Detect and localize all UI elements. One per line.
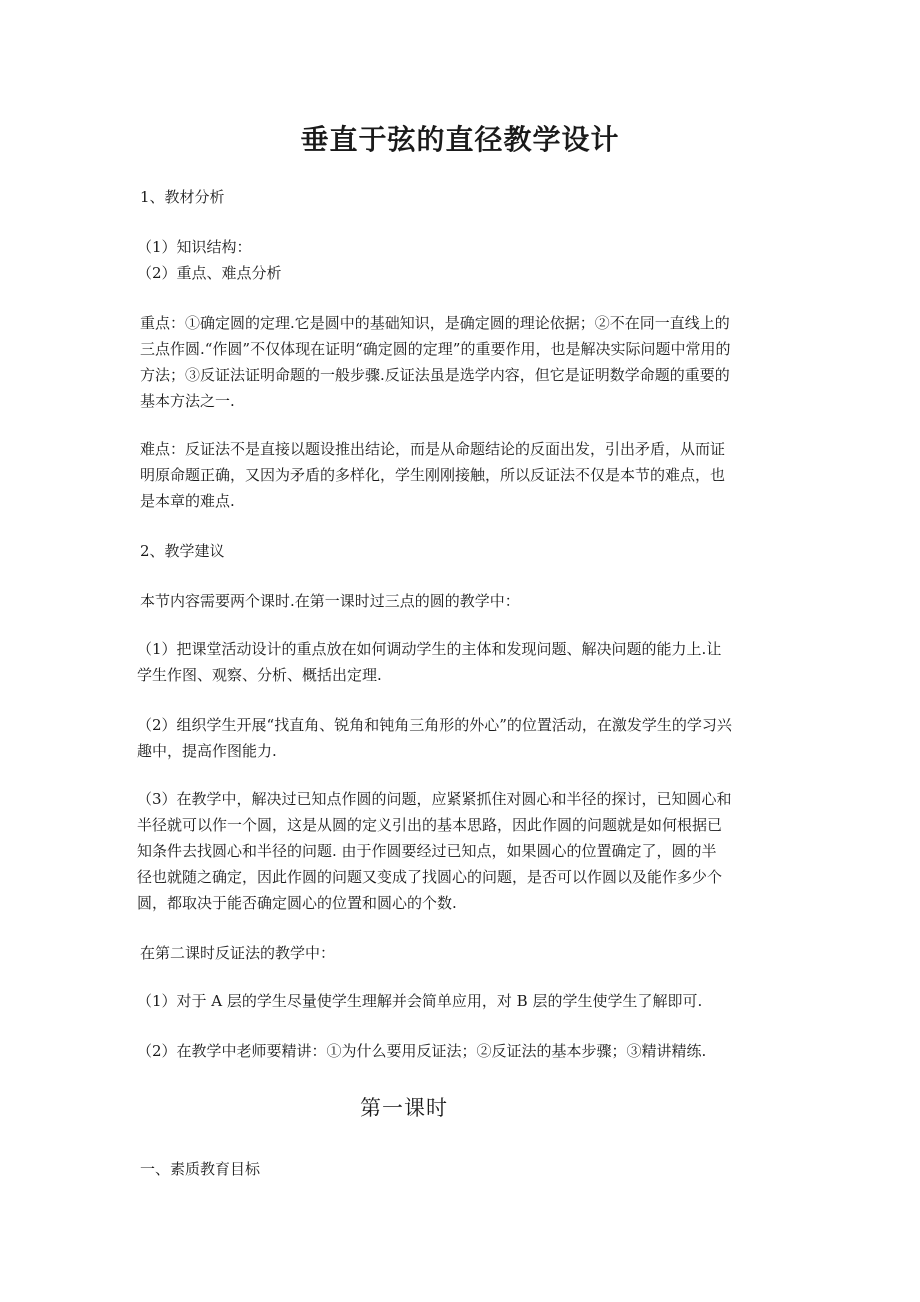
paragraph-line: 圆，都取决于能否确定圆心的位置和圆心的个数.	[137, 894, 457, 912]
lesson-heading: 第一课时	[360, 1096, 448, 1120]
paragraph-line: 重点：①确定圆的定理.它是圆中的基础知识，是确定圆的理论依据；②不在同一直线上的	[140, 314, 730, 332]
difficulty-paragraph	[140, 436, 780, 514]
paragraph-line: 方法；③反证法证明命题的一般步骤.反证法虽是选学内容，但它是证明数学命题的重要的	[140, 366, 730, 384]
suggestion-2	[137, 712, 777, 764]
paragraph-line: 径也就随之确定，因此作圆的问题又变成了找圆心的问题，是否可以作圆以及能作多少个	[137, 868, 723, 886]
paragraph-line: 知条件去找圆心和半径的问题. 由于作圆要经过已知点，如果圆心的位置确定了，圆的半	[137, 842, 717, 860]
section-heading-textbook-analysis: 1、教材分析	[140, 188, 225, 206]
paragraph-line: 三点作圆.“作圆”不仅体现在证明“确定圆的定理”的重要作用，也是解决实际问题中常用的	[140, 340, 731, 358]
intro-first-lesson: 本节内容需要两个课时.在第一课时过三点的圆的教学中：	[140, 592, 520, 610]
intro-second-lesson: 在第二课时反证法的教学中：	[140, 944, 336, 962]
paragraph-line: （1）把课堂活动设计的重点放在如何调动学生的主体和发现问题、解决问题的能力上.让	[137, 640, 722, 658]
suggestion-1	[137, 636, 777, 688]
paragraph-line: 学生作图、观察、分析、概括出定理.	[137, 666, 382, 684]
paragraph-line: 是本章的难点.	[140, 492, 235, 510]
item-keypoints-analysis: （2）重点、难点分析	[137, 264, 282, 282]
paragraph-line: 趣中，提高作图能力.	[137, 742, 277, 760]
paragraph-line: （2）组织学生开展“找直角、锐角和钝角三角形的外心”的位置活动，在激发学生的学习兴	[137, 716, 732, 734]
paragraph-line: 半径就可以作一个圆，这是从圆的定义引出的基本思路，因此作圆的问题就是如何根据已	[137, 816, 723, 834]
paragraph-line: 基本方法之一.	[140, 392, 235, 410]
paragraph-line: 明原命题正确，又因为矛盾的多样化，学生刚刚接触，所以反证法不仅是本节的难点，也	[140, 466, 726, 484]
keypoint-paragraph	[140, 310, 780, 414]
section-heading-quality-education-goals: 一、素质教育目标	[140, 1160, 261, 1178]
document-title: 垂直于弦的直径教学设计	[300, 123, 620, 156]
section-heading-teaching-suggestions: 2、教学建议	[140, 542, 225, 560]
second-lesson-item-1: （1）对于 A 层的学生尽量使学生理解并会简单应用，对 B 层的学生使学生了解即可.	[137, 992, 703, 1010]
item-knowledge-structure: （1）知识结构：	[137, 238, 252, 256]
second-lesson-item-2: （2）在教学中老师要精讲：①为什么要用反证法；②反证法的基本步骤；③精讲精练.	[137, 1042, 707, 1060]
paragraph-line: （3）在教学中，解决过已知点作圆的问题，应紧紧抓住对圆心和半径的探讨，已知圆心和	[137, 790, 732, 808]
paragraph-line: 难点：反证法不是直接以题设推出结论，而是从命题结论的反面出发，引出矛盾，从而证	[140, 440, 726, 458]
suggestion-3	[137, 786, 777, 916]
